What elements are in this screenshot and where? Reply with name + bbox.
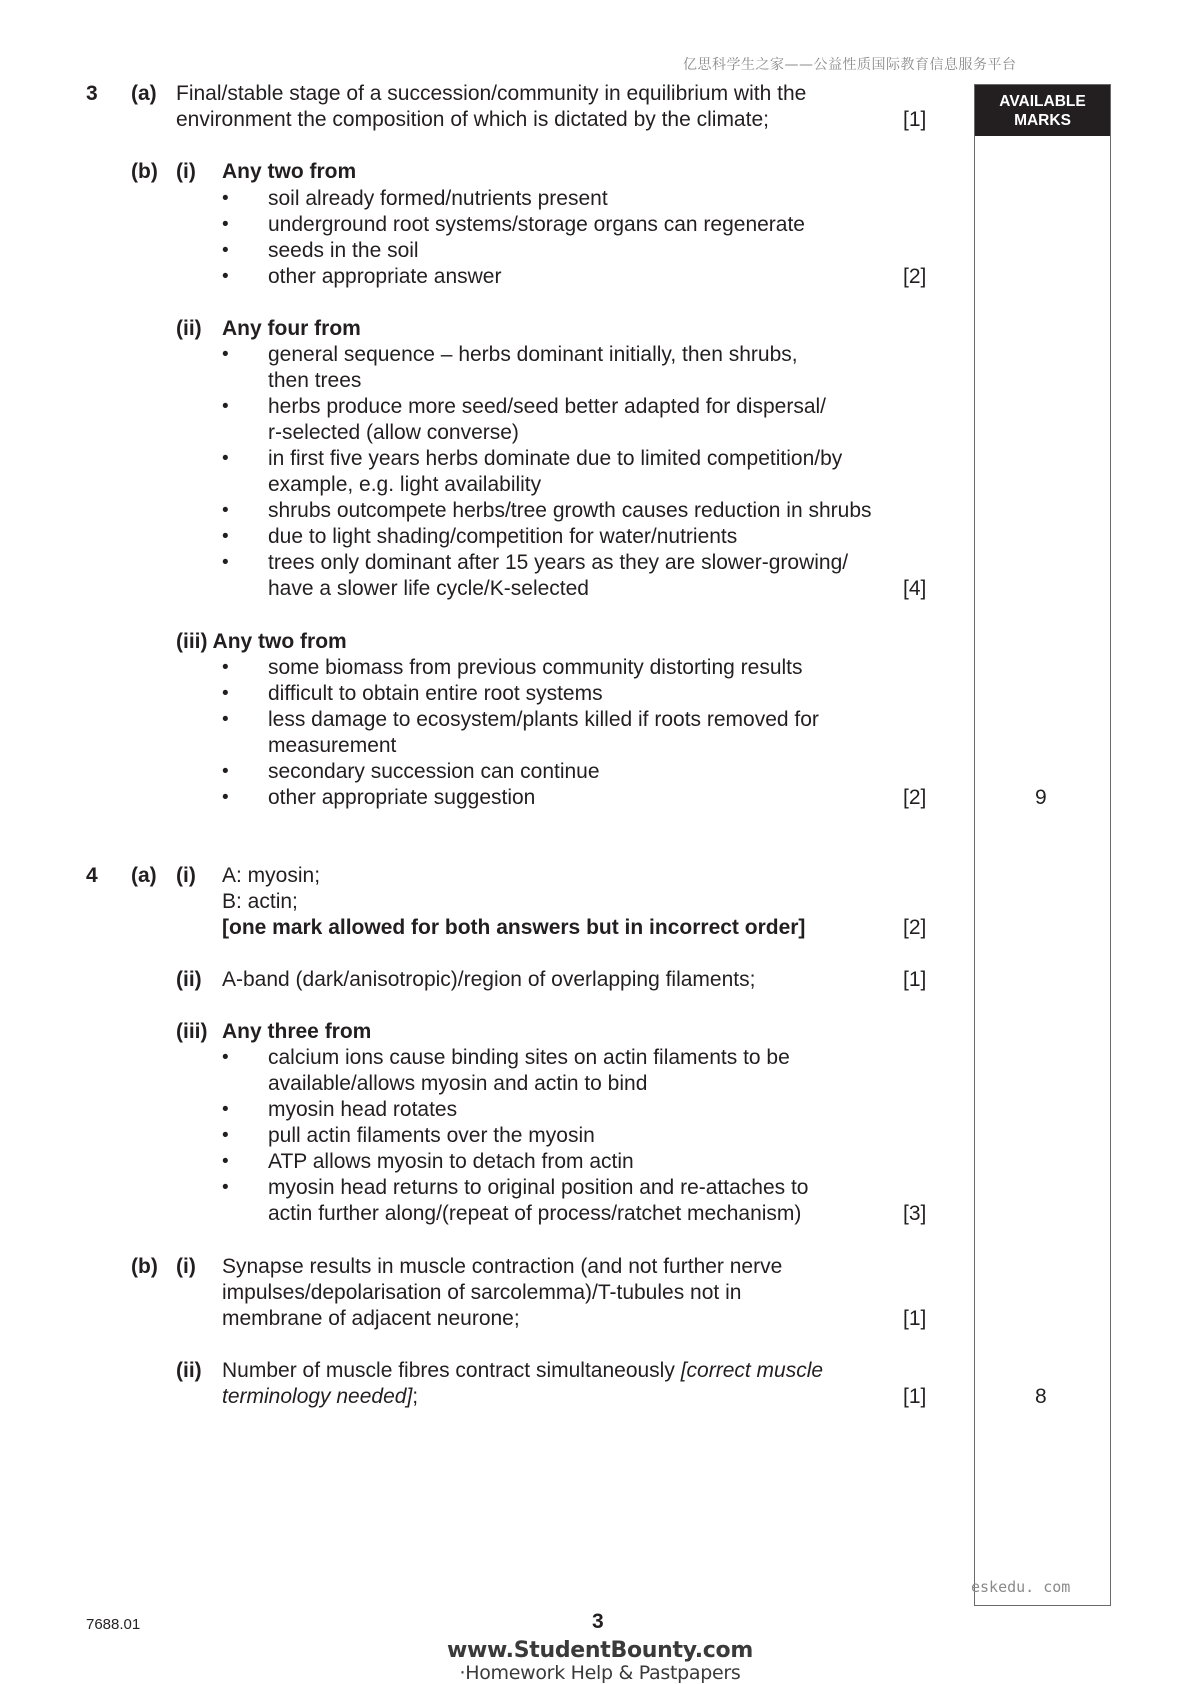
- bullet: •: [222, 709, 229, 730]
- marks-header-line2: MARKS: [1014, 112, 1071, 129]
- studentbounty-logo: [440, 1640, 760, 1684]
- q3biii-line-2: difficult to obtain entire root systems: [268, 682, 603, 705]
- q3bii-line-7: shrubs outcompete herbs/tree growth causes reduction in shrubs: [268, 499, 872, 522]
- header-watermark: 亿思科学生之家——公益性质国际教育信息服务平台: [683, 57, 1017, 73]
- q3a-label: (a): [131, 82, 157, 105]
- bullet: •: [222, 214, 229, 235]
- q4bii-end: ;: [412, 1385, 419, 1408]
- q4bi-line3: membrane of adjacent neurone;: [222, 1307, 520, 1330]
- q4aiii-line-1: calcium ions cause binding sites on actin filaments to be: [268, 1046, 790, 1069]
- q4b-label: (b): [131, 1255, 158, 1278]
- q4aii-text: A-band (dark/anisotropic)/region of overlapping filaments;: [222, 968, 756, 991]
- bullet: •: [222, 1099, 229, 1120]
- q4ai-line3: [one mark allowed for both answers but in incorrect order]: [222, 916, 806, 939]
- bullet: •: [222, 1125, 229, 1146]
- q4aiii-line-6: myosin head returns to original position and re-attaches to: [268, 1176, 809, 1199]
- q3bii-line-9: trees only dominant after 15 years as they are slower-growing/: [268, 551, 849, 574]
- q3biii-heading: (iii) Any two from: [176, 630, 347, 653]
- marks-header-line1: AVAILABLE: [999, 93, 1086, 110]
- q4bii-italic-note-2: terminology needed]: [222, 1385, 413, 1408]
- q4bii-mark: [1]: [903, 1385, 927, 1408]
- bullet: •: [222, 526, 229, 547]
- q3a-line1: Final/stable stage of a succession/community in equilibrium with the: [176, 82, 807, 105]
- q3bii-heading: Any four from: [222, 317, 361, 340]
- q3-total-marks: 9: [1035, 786, 1047, 809]
- q3bii-line-1: general sequence – herbs dominant initially, then shrubs,: [268, 343, 798, 366]
- q4a-label: (a): [131, 864, 157, 887]
- q3bi-label: (i): [176, 160, 196, 183]
- available-marks-column: [974, 84, 1111, 1606]
- q4aiii-mark: [3]: [903, 1202, 927, 1225]
- bullet: •: [222, 448, 229, 469]
- q3biii-line-5: secondary succession can continue: [268, 760, 600, 783]
- q3bii-line-3: herbs produce more seed/seed better adapted for dispersal/: [268, 395, 827, 418]
- q3a-line2: environment the composition of which is dictated by the climate;: [176, 108, 769, 131]
- bullet: •: [222, 500, 229, 521]
- q3bii-mark: [4]: [903, 577, 927, 600]
- bullet: •: [222, 240, 229, 261]
- q4ai-line1: A: myosin;: [222, 864, 321, 887]
- bullet: •: [222, 266, 229, 287]
- footer-watermark: eskedu. com: [971, 1578, 1071, 1596]
- q4bii-label: (ii): [176, 1359, 202, 1382]
- bullet: •: [222, 657, 229, 678]
- bullet: •: [222, 552, 229, 573]
- q3b-label: (b): [131, 160, 158, 183]
- q3bii-line-10: have a slower life cycle/K-selected: [268, 577, 589, 600]
- bullet: •: [222, 1047, 229, 1068]
- q4aiii-line-3: myosin head rotates: [268, 1098, 458, 1121]
- q4-number: 4: [86, 864, 98, 887]
- q3bi-bullet-4: other appropriate answer: [268, 265, 502, 288]
- q4bi-line1: Synapse results in muscle contraction (and not further nerve: [222, 1255, 783, 1278]
- q4bii-text: Number of muscle fibres contract simultaneously: [222, 1359, 681, 1382]
- q4bi-line2: impulses/depolarisation of sarcolemma)/T-tubules not in: [222, 1281, 742, 1304]
- q4aiii-line-2: available/allows myosin and actin to bind: [268, 1072, 648, 1095]
- bullet: •: [222, 396, 229, 417]
- bullet: •: [222, 761, 229, 782]
- q4aiii-line-5: ATP allows myosin to detach from actin: [268, 1150, 634, 1173]
- q3a-mark: [1]: [903, 108, 927, 131]
- q3bii-line-2: then trees: [268, 369, 362, 392]
- q4aiii-line-4: pull actin filaments over the myosin: [268, 1124, 595, 1147]
- q3biii-line-6: other appropriate suggestion: [268, 786, 536, 809]
- bullet: •: [222, 1177, 229, 1198]
- bullet: •: [222, 344, 229, 365]
- q3bii-line-5: in first five years herbs dominate due to limited competition/by: [268, 447, 843, 470]
- q3biii-mark: [2]: [903, 786, 927, 809]
- q4bii-italic-note-1: [correct muscle: [680, 1359, 824, 1382]
- q4ai-line2: B: actin;: [222, 890, 298, 913]
- q4ai-label: (i): [176, 864, 196, 887]
- q4aii-label: (ii): [176, 968, 202, 991]
- bullet: •: [222, 188, 229, 209]
- q4-total-marks: 8: [1035, 1385, 1047, 1408]
- available-marks-header: [975, 85, 1110, 136]
- bullet: •: [222, 787, 229, 808]
- q3bi-bullet-3: seeds in the soil: [268, 239, 419, 262]
- q4aiii-line-7: actin further along/(repeat of process/ratchet mechanism): [268, 1202, 802, 1225]
- q3-number: 3: [86, 82, 98, 105]
- q3biii-line-3: less damage to ecosystem/plants killed if roots removed for: [268, 708, 819, 731]
- paper-code: 7688.01: [86, 1616, 141, 1633]
- bullet: •: [222, 1151, 229, 1172]
- bullet: •: [222, 683, 229, 704]
- q3bi-heading: Any two from: [222, 160, 357, 183]
- q4aiii-label: (iii): [176, 1020, 208, 1043]
- q3bii-line-8: due to light shading/competition for water/nutrients: [268, 525, 738, 548]
- q4bii-line1: [222, 1358, 823, 1384]
- logo-tagline: ·Homework Help & Pastpapers: [459, 1662, 741, 1684]
- page-number: 3: [592, 1610, 604, 1633]
- q4aiii-heading: Any three from: [222, 1020, 372, 1043]
- q3bii-label: (ii): [176, 317, 202, 340]
- logo-url: www.StudentBounty.com: [447, 1638, 753, 1663]
- q4bi-label: (i): [176, 1255, 196, 1278]
- q3bi-bullet-2: underground root systems/storage organs can regenerate: [268, 213, 805, 236]
- q4bii-line2: [222, 1384, 418, 1410]
- q3biii-line-1: some biomass from previous community distorting results: [268, 656, 803, 679]
- q3biii-line-4: measurement: [268, 734, 397, 757]
- q3bii-line-4: r-selected (allow converse): [268, 421, 519, 444]
- q4bi-mark: [1]: [903, 1307, 927, 1330]
- q4aii-mark: [1]: [903, 968, 927, 991]
- q4ai-mark: [2]: [903, 916, 927, 939]
- q3bii-line-6: example, e.g. light availability: [268, 473, 542, 496]
- q3bi-mark: [2]: [903, 265, 927, 288]
- q3bi-bullet-1: soil already formed/nutrients present: [268, 187, 608, 210]
